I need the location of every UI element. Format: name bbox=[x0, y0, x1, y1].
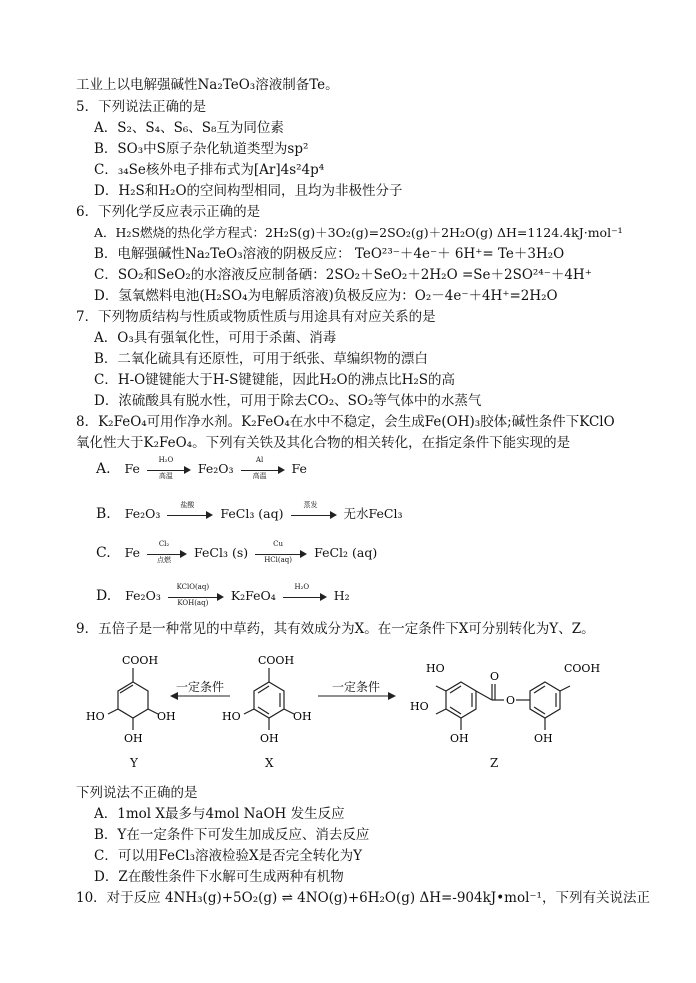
arrow-condition-top: 盐酸 bbox=[180, 500, 195, 509]
q5-option-d: D．H₂S和H₂O的空间构型相同，且均为非极性分子 bbox=[94, 183, 403, 199]
oh-group: OH bbox=[124, 732, 143, 745]
condition-left: 一定条件 bbox=[176, 680, 225, 694]
q7-option-d: D．浓硫酸具有脱水性，可用于除去CO₂、SO₂等气体中的水蒸气 bbox=[94, 393, 482, 409]
species: FeCl₃ (aq) bbox=[220, 506, 284, 521]
ho-group: HO bbox=[86, 710, 105, 723]
cooh-group: COOH bbox=[258, 654, 295, 667]
oh-group: OH bbox=[260, 732, 279, 745]
q8-option-b bbox=[96, 500, 403, 522]
q10-stem: 10．对于反应 4NH₃(g)+5O₂(g) ⇌ 4NO(g)+6H₂O(g) ΔH=-904kJ•mol⁻¹，下列有关说法正 bbox=[76, 890, 650, 906]
q5-option-c: C．₃₄Se核外电子排布式为[Ar]4s²4p⁴ bbox=[94, 162, 325, 178]
q5-option-b: B．SO₃中S原子杂化轨道类型为sp² bbox=[94, 141, 309, 157]
q9-stem: 9．五倍子是一种常见的中草药，其有效成分为X。在一定条件下X可分别转化为Y、Z。 bbox=[76, 621, 595, 637]
arrow-condition-bottom: 高温 bbox=[252, 471, 267, 480]
q9-sub-stem: 下列说法不正确的是 bbox=[76, 785, 198, 801]
option-label: D. bbox=[96, 588, 112, 604]
arrow-condition-bottom: 高温 bbox=[158, 471, 173, 480]
arrow-condition-top: 蒸发 bbox=[303, 500, 318, 509]
q9-option-b: B．Y在一定条件下可发生加成反应、消去反应 bbox=[94, 827, 370, 843]
species: 无水FeCl₃ bbox=[343, 506, 403, 521]
ho-group: HO bbox=[222, 710, 241, 723]
q5-stem: 5．下列说法正确的是 bbox=[76, 99, 207, 115]
option-label: C. bbox=[96, 545, 111, 561]
oh-group: OH bbox=[534, 732, 553, 745]
oh-group: OH bbox=[293, 710, 312, 723]
q9-option-d: D．Z在酸性条件下水解可生成两种有机物 bbox=[94, 869, 344, 885]
option-label: B. bbox=[96, 506, 111, 522]
reaction-arrow bbox=[241, 455, 285, 480]
q6-option-d: D．氢氧燃料电池(H₂SO₄为电解质溶液)负极反应为：O₂－4e⁻＋4H⁺=2H₂O bbox=[94, 288, 558, 304]
arrow-condition-top: Cl₂ bbox=[158, 539, 170, 548]
cooh-group: COOH bbox=[564, 662, 601, 675]
reaction-arrow bbox=[147, 455, 191, 480]
molecule-x-structure bbox=[218, 650, 328, 750]
label-y: Y bbox=[130, 756, 138, 770]
condition-right: 一定条件 bbox=[332, 680, 381, 694]
reaction-arrow bbox=[147, 539, 187, 564]
ester-o: O bbox=[506, 694, 516, 707]
oh-group: OH bbox=[450, 732, 469, 745]
reaction-arrow bbox=[167, 500, 213, 521]
reaction-arrow bbox=[255, 539, 307, 564]
q7-option-a: A．O₃具有强氧化性，可用于杀菌、消毒 bbox=[94, 330, 337, 346]
arrow-condition-top: H₂O bbox=[158, 455, 174, 464]
species: Fe bbox=[291, 461, 307, 476]
q7-option-b: B．二氧化硫具有还原性，可用于纸张、草编织物的漂白 bbox=[94, 351, 428, 367]
cooh-group: COOH bbox=[122, 654, 159, 667]
arrow-condition-top: KClO(aq) bbox=[176, 582, 210, 591]
intro-line: 工业上以电解强碱性Na₂TeO₃溶液制备Te。 bbox=[76, 77, 339, 93]
q5-option-a: A．S₂、S₄、S₆、S₈互为同位素 bbox=[94, 120, 284, 136]
species: K₂FeO₄ bbox=[230, 588, 276, 603]
q9-option-a: A．1mol X最多与4mol NaOH 发生反应 bbox=[94, 806, 345, 822]
molecule-z-structure bbox=[404, 650, 624, 750]
reaction-arrow bbox=[168, 582, 224, 607]
q6-option-a: A．H₂S燃烧的热化学方程式：2H₂S(g)＋3O₂(g)=2SO₂(g)＋2H₂O(g) ΔH=1124.4kJ·mol⁻¹ bbox=[94, 225, 623, 240]
species: FeCl₂ (aq) bbox=[314, 545, 378, 560]
q8-option-d bbox=[96, 582, 350, 607]
species: Fe₂O₃ bbox=[125, 588, 161, 603]
q8-option-c bbox=[96, 539, 378, 564]
q7-option-c: C．H-O键键能大于H-S键键能，因此H₂O的沸点比H₂S的高 bbox=[94, 372, 455, 388]
q8-stem-line1: 8．K₂FeO₄可用作净水剂。K₂FeO₄在水中不稳定，会生成Fe(OH)₃胶体;碱性条件下KClO bbox=[76, 414, 615, 430]
q6-stem: 6．下列化学反应表示正确的是 bbox=[76, 204, 261, 220]
label-x: X bbox=[265, 756, 274, 770]
species: FeCl₃ (s) bbox=[194, 545, 249, 560]
ho-group: HO bbox=[410, 700, 429, 713]
q9-option-c: C．可以用FeCl₃溶液检验X是否完全转化为Y bbox=[94, 848, 363, 864]
species: Fe₂O₃ bbox=[197, 461, 234, 476]
species: Fe bbox=[124, 461, 140, 476]
q6-option-c: C．SO₂和SeO₂的水溶液反应制备硒：2SO₂＋SeO₂＋2H₂O =Se＋2SO²⁴⁻＋4H⁺ bbox=[94, 267, 592, 283]
label-z: Z bbox=[490, 756, 499, 770]
ho-group: HO bbox=[426, 662, 445, 675]
reaction-arrow bbox=[291, 500, 337, 521]
arrow-condition-bottom: 点燃 bbox=[157, 555, 172, 564]
q7-stem: 7．下列物质结构与性质或物质性质与用途具有对应关系的是 bbox=[76, 309, 436, 325]
carbonyl-o: O bbox=[490, 670, 500, 683]
species: H₂ bbox=[333, 588, 350, 603]
arrow-condition-top: Cu bbox=[273, 539, 284, 548]
oh-group: OH bbox=[157, 710, 176, 723]
species: Fe₂O₃ bbox=[124, 506, 161, 521]
q8-option-a bbox=[96, 455, 307, 480]
option-label: A. bbox=[96, 461, 111, 477]
arrow-condition-bottom: KOH(aq) bbox=[177, 598, 209, 607]
q8-stem-line2: 氧化性大于K₂FeO₄。下列有关铁及其化合物的相关转化，在指定条件下能实现的是 bbox=[76, 435, 571, 451]
species: Fe bbox=[124, 545, 141, 560]
arrow-condition-top: H₂O bbox=[294, 582, 310, 591]
arrow-condition-top: Al bbox=[255, 455, 264, 464]
reaction-arrow bbox=[283, 582, 327, 603]
q6-option-b: B．电解强碱性Na₂TeO₃溶液的阴极反应： TeO²³⁻＋4e⁻＋ 6H⁺= Te＋3H₂O bbox=[94, 246, 565, 262]
arrow-condition-bottom: HCl(aq) bbox=[264, 555, 293, 564]
